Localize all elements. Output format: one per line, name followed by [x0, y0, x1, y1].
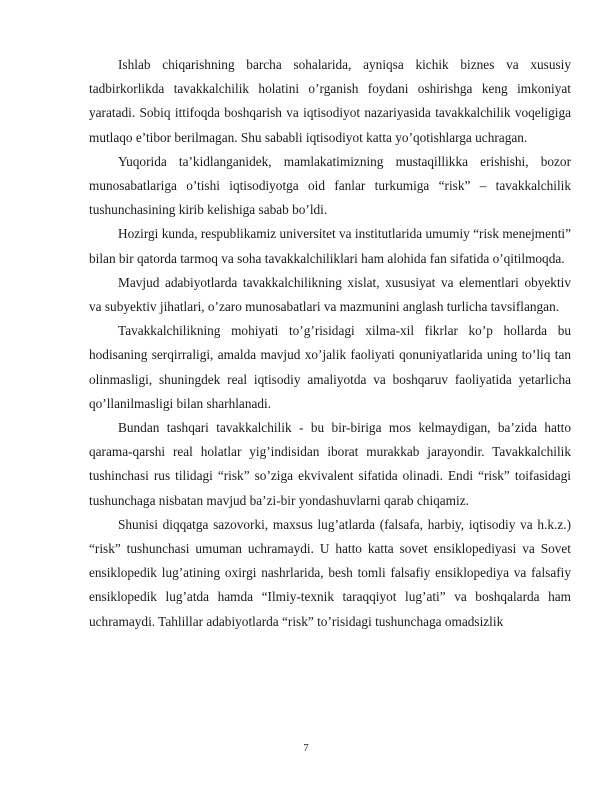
paragraph-7: Shunisi diqqatga sazovorki, maxsus lug’atlarda (falsafa, harbiy, iqtisodiy va h.k.z.) “risk” tushunchasi umuman uchramaydi. U hatto katta sovet ensiklopediyasi va Sovet ensiklopedik lug’atining oxirgi nashrlarida, besh tomli falsafiy ensiklopediya va falsafiy ensiklopedik lug’atda hamda “Ilmiy-texnik taraqqiyot lug’ati” va boshqalarda ham uchramaydi. Tahlillar adabiyotlarda “risk” to’risidagi tushunchaga omadsizlik	[89, 516, 571, 629]
paragraph-5: Tavakkalchilikning mohiyati to’g’risidagi xilma-xil fikrlar ko’p hollarda bu hodisaning serqirraligi, amalda mavjud xo’jalik faoliyati qonuniyatlarida uning to’liq tan olinmasligi, shuningdek real iqtisodiy amaliyotda va boshqaruv faoliyatida yetarlicha qo’llanilmasligi bilan sharhlanadi.	[89, 323, 571, 411]
paragraph-2: Yuqorida ta’kidlanganidek, mamlakatimizning mustaqillikka erishishi, bozor munosabatlariga o’tishi iqtisodiyotga oid fanlar turkumiga “risk” – tavakkalchilik tushunchasining kirib kelishiga sabab bo’ldi.	[89, 153, 571, 218]
paragraph-6: Bundan tashqari tavakkalchilik - bu bir-biriga mos kelmaydigan, ba’zida hatto qarama-qarshi real holatlar yig’indisidan iborat murakkab jarayondir. Tavakkalchilik tushinchasi rus tilidagi “risk” so’ziga ekvivalent sifatida olinadi. Endi “risk” toifasidagi tushunchaga nisbatan mavjud ba’zi-bir yondashuvlarni qarab chiqamiz.	[89, 420, 571, 508]
paragraph-4: Mavjud adabiyotlarda tavakkalchilikning xislat, xususiyat va elementlari obyektiv va subyektiv jihatlari, o’zaro munosabatlari va mazmunini anglash turlicha tavsiflangan.	[89, 274, 571, 315]
paragraph-3: Hozirgi kunda, respublikamiz universitet va institutlarida umumiy “risk menejmenti” bilan bir qatorda tarmoq va soha tavakkalchiliklari ham alohida fan sifatida o’qitilmoqda.	[89, 226, 571, 266]
page-number: 7	[303, 743, 309, 754]
paragraph-1: Ishlab chiqarishning barcha sohalarida, ayniqsa kichik biznes va xususiy tadbirkorlikda tavakkalchilik holatini o’rganish foydani oshirishga keng imkoniyat yaratadi. Sobiq ittifoqda boshqarish va iqtisodiyot nazariyasida tavakkalchilik voqeligiga mutlaqo e’tibor berilmagan. Shu sababli iqtisodiyot katta yo’qotishlarga uchragan.	[89, 57, 571, 145]
body-text	[89, 53, 571, 634]
